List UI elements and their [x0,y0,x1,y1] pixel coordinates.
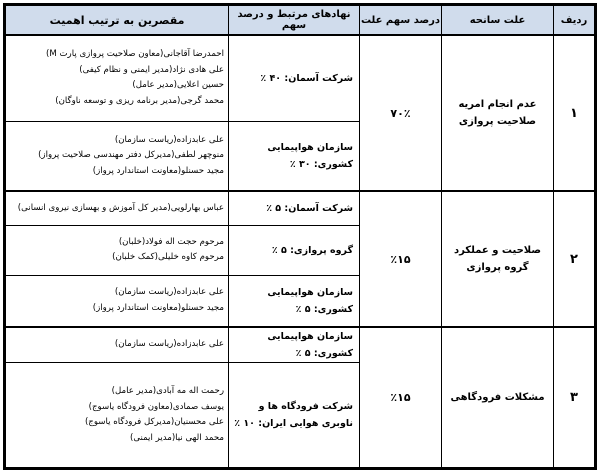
culprit-name: محمد گرجی(مدیر برنامه ریزی و توسعه ناوگان) [55,95,224,106]
share-cell: ٪۱۵ [360,191,442,327]
culprit-name: مجید حسنلو(معاونت استاندارد پرواز) [92,165,224,176]
org-cell: شرکت آسمان: ۴۰ ٪ [229,35,360,121]
header-related-orgs: نهادهای مرتبط و درصد سهم [229,6,360,36]
org-cell: گروه پروازی: ۵ ٪ [229,225,360,275]
row-number: ۲ [554,191,595,327]
row-number: ۱ [554,35,595,191]
cause-cell: صلاحیت و عملکرد گروه پروازی [442,191,554,327]
table-row [6,191,595,225]
share-cell: ۷۰٪ [360,35,442,191]
names-cell [6,327,229,363]
culprit-name: منوچهر لطفی(مدیرکل دفتر مهندسی صلاحیت پرواز) [38,150,224,160]
row-number: ۳ [554,327,595,468]
culprit-name: احمدرضا آقاجانی(معاون صلاحیت پروازی پارت M) [45,49,224,60]
names-cell [6,121,229,191]
org-cell: سازمان هواپیمایی کشوری: ۳۰ ٪ [229,121,360,191]
org-cell: سازمان هواپیمایی کشوری: ۵ ٪ [229,327,360,363]
culprit-name: مجید حسنلو(معاونت استاندارد پرواز) [92,302,224,313]
culprit-name: رحمت اله مه آبادی(مدیر عامل) [111,386,224,396]
culprit-name: مرحوم کاوه خلیلی(کمک خلبان) [112,252,224,262]
culprit-name: علی عابدزاده(ریاست سازمان) [114,134,224,145]
cause-cell: مشکلات فرودگاهی [442,327,554,468]
culprit-name: محمد الهی نیا(مدیر ایمنی) [129,432,224,443]
header-share: درصد سهم علت [360,6,442,36]
table-row [6,327,595,363]
culprit-name: حسین اعلایی(مدیر عامل) [132,80,224,91]
culprit-name: علی عابدزاده(ریاست سازمان) [114,287,224,298]
culprits-table [5,5,595,468]
culprits-table-frame [3,3,597,470]
cause-cell: عدم انجام امریه صلاحیت پروازی [442,35,554,191]
header-culprits: مقصرین به ترتیب اهمیت [6,6,229,36]
culprit-name: علی عابدزاده(ریاست سازمان) [114,339,224,350]
culprit-name: عباس بهارلویی(مدیر کل آموزش و بهسازی نیروی انسانی) [17,202,224,213]
org-cell: سازمان هواپیمایی کشوری: ۵ ٪ [229,275,360,327]
names-cell [6,191,229,225]
header-row [6,6,595,36]
org-cell: شرکت فرودگاه ها و ناوبری هوایی ایران: ۱۰ ٪ [229,363,360,468]
org-cell: شرکت آسمان: ۵ ٪ [229,191,360,225]
culprit-name: یوسف صمادی(معاون فرودگاه یاسوج) [88,401,224,412]
names-cell [6,275,229,327]
names-cell [6,225,229,275]
share-cell: ٪۱۵ [360,327,442,468]
culprit-name: علی هادی نژاد(مدیر ایمنی و نظام کیفی) [79,64,224,75]
table-row [6,35,595,121]
culprit-name: علی محسنیان(مدیرکل فرودگاه یاسوج) [84,417,224,427]
header-row-number: ردیف [554,6,595,36]
names-cell [6,35,229,121]
header-cause: علت سانحه [442,6,554,36]
names-cell [6,363,229,468]
culprit-name: مرحوم حجت اله فولاد(خلبان) [118,236,224,247]
